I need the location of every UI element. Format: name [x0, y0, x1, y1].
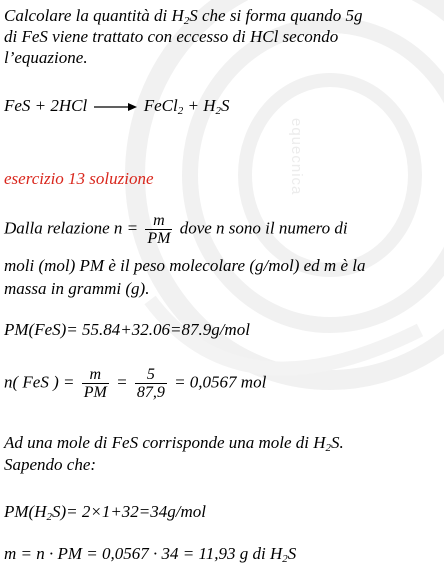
mass-result-line: m = n · PM = 0,0567 · 34 = 11,93 g di $H_2S$ — [4, 544, 297, 565]
relation-line-3: massa in grammi (g). — [4, 279, 150, 298]
relation-fraction: $\frac{m}{PM}$ — [147, 212, 171, 247]
pm-h2s-line: $PM(H_2S)= 2\times 1+32=34g/mol$ — [4, 502, 207, 523]
relation-line-2: moli (mol) PM è il peso molecolare (g/mol) ed m è la — [4, 256, 366, 275]
chemical-equation: FeS + 2HCl FeCl$_2$ + $H_2S$ — [4, 96, 230, 117]
watermark-text: equecnica — [288, 118, 305, 196]
solution-heading: esercizio 13 soluzione — [4, 169, 154, 188]
intro-line-2: di FeS viene trattato con eccesso di HCl secondo — [4, 27, 339, 46]
moles-line: n( FeS ) = $\frac{m}{PM}$ = $\frac{5}{87,9}$ = 0,0567 mol — [4, 366, 267, 401]
pm-fes-line: PM(FeS)= 55.84+32.06=87.9g/mol — [4, 320, 250, 339]
intro-line-3: l’equazione. — [4, 48, 88, 67]
statement-line-2: Sapendo che: — [4, 455, 97, 474]
statement-line-1: Ad una mole di FeS corrisponde una mole di $H_2S$. — [4, 433, 344, 454]
moles-fraction-1: $\frac{m}{PM}$ — [83, 366, 107, 401]
relation-line-1: Dalla relazione n = $\frac{m}{PM}$ dove n sono il numero di — [4, 212, 348, 247]
reaction-arrow-icon — [94, 102, 138, 112]
intro-line-1: Calcolare la quantità di $H_2S$ che si forma quando 5g — [4, 6, 363, 27]
moles-fraction-2: $\frac{5}{87,9}$ — [136, 366, 165, 401]
